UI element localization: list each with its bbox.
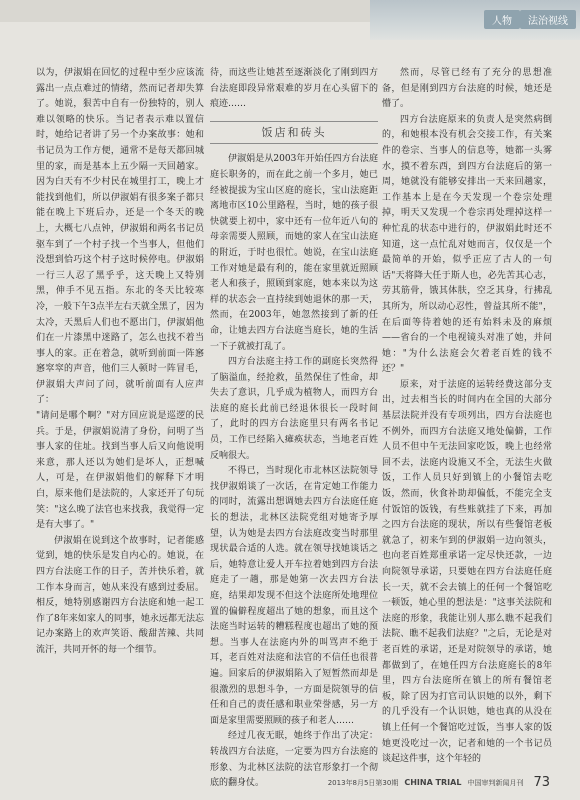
paragraph: 然而，尽管已经有了充分的思想准备，但是刚到四方台法庭的时候，她还是懵了。: [382, 68, 552, 110]
issue-date: 2013年8月5日第30期: [327, 778, 399, 787]
section-heading: 饭店和砖头: [210, 121, 378, 145]
paragraph: 以为，伊淑娟在回忆的过程中至少应该流露出一点点难过的情绪，然而记者却失算了。她说，狠苦中自有一份独特的，别人难以领略的快乐。当记者表示难以置信时，她给记者讲了另一个办案故事：她和书记员为工作方便，通常不是每天都回城里的家，而是基本上五少隔一天回趟家。因为白天有不少村民在城里打工，晚上才能找到他们，所以伊淑娟有很多案子都只能在晚上下班后办，还是一个冬天的晚上，大概七八点钟，伊淑娟和两名书记员驱车到了一个村子找一个当事人，但他们没想到恰巧这个村子这时候停电。伊淑娟一行三人忍了黑乎乎，这天晚上又特别黑，伸手不见五指。东北的冬天比较寒冷，一般下午3点半左右天就全黑了，因为太冷，天黑后人们也不愿出门，伊淑娟他们在一片漆黑中迷路了，怎么也找不着当事人的家。正在着急，就听到前面一阵窸窸窣窣的声音，他们三人顿时一阵冒毛，伊淑娟大声问了问，就听前面有人应声了：: [36, 68, 204, 406]
paragraph: 伊淑娟在说到这个故事时，记者能感觉到，她的快乐是发自内心的。她说，在四方台法庭工作的日子，苦并快乐着，就工作本身而言，她从来没有感到过委屈。相反，她特别感谢四方台法庭和她一起工作了8年来如家人的同事，她永远都无法忘记办案路上的欢声笑语、酸甜苦辣、共同流汗，共同开怀的每一个细节。: [36, 535, 204, 655]
paragraph: "请问是哪个啊？"对方回应说是巡逻的民兵。于是，伊淑娟说清了身份，问明了当事人家的住址。找到当事人后又向他说明来意，那人还以为她们是坏人，正想喊人，可是，在伊淑娟他们的解释下才明白，原来他们是法院的，人家还开了句玩笑："这么晚了法官也来找我，我觉得一定是有大事了。": [36, 411, 204, 531]
paragraph: 四方台法庭主持工作的副庭长突然得了脑溢血，经抢救，虽然保住了性命，却失去了意识，几乎成为植物人，而四方台法庭的庭长此前已经退休很长一段时间了，此时的四方台法庭里只有两名书记员，工作已经陷入瘫痪状态，当地老百姓反响很大。: [210, 357, 378, 461]
page-number: 73: [533, 775, 550, 790]
paragraph: 待，而这些让她甚至逐渐淡化了刚到四方台法庭即段异常艰难的岁月在心头留下的痕迹……: [210, 68, 378, 110]
text-column-3: [382, 66, 552, 768]
paragraph: 原来，对于法庭的运转经费这部分支出，过去相当长的时间内在全国的大部分基层法院并没有专项列出，四方台法庭也不例外，而四方台法庭又地处偏僻，工作人员不但中午无法回家吃饭，晚上也经常回不去，法庭内设施又不全，无法生火做饭，工作人员只好到镇上的小餐馆去吃饭，然而，伙食补助却偏低，不能完全支付饭馆的饭钱，有些账就挂了下来，再加之四方台法庭的现状，所以有些餐馆老板就急了，初来乍到的伊淑娟一边向领头，也向老百姓郑重承诺一定尽快还款，一边向院领导承诺，只要她在四方台法庭任庭长一天，就不会去镇上的任何一个餐馆吃一顿饭，她心里的想法是："这事关法院和法庭的形象，我能让别人那么瞧不起我们法院、瞧不起我们法庭？"之后，无论是对老百姓的承诺，还是对院领导的承诺，她都做到了，在她任四方台法庭庭长的8年里，四方台法庭所在镇上的所有餐馆老板，除了因为打官司认识她的以外，剩下的几乎没有一个认识她，她也真的从没在镇上任何一个餐馆吃过饭，当事人家的饭她更没吃过一次，记者和她的一个书记员谈起这件事，这个年轻的: [382, 379, 552, 765]
header-tag-left: 人物: [484, 10, 520, 29]
paragraph: 四方台法庭原来的负责人是突然病倒的，和她根本没有机会交接工作，有关案件的卷宗、当事人的信息等，她都一头雾水，摸不着东西，到四方台法庭后的第一周，她就没有能够安排出一天来回趟家，工作基本上是在今天发现一个卷宗处理掉，明天又发现一个卷宗再处理掉这样一种忙乱的状态中进行的，伊淑娟此时还不知道，这一点忙乱对她而言，仅仅是一个最简单的开始，似乎正应了古人的一句话"天将降大任于斯人也，必先苦其心志，劳其筋骨，饿其体肤，空乏其身，行拂乱其所为，所以动心忍性，曾益其所不能"，在后面等待着她的还有始料未及的麻烦——省台的一个电视镜头对准了她，并问她："为什么法庭会欠着老百姓的钱不还？": [382, 114, 552, 375]
header-banner: [370, 0, 580, 40]
magazine-brand: CHINA TRIAL: [404, 778, 462, 787]
page-footer: [328, 775, 550, 790]
paragraph: 经过几夜无眠，她终于作出了决定：转战四方台法庭，一定要为四方台法庭的形象、为北林区法院的法官形象打一个彻底的翻身仗。: [210, 731, 378, 789]
header-tag-right: 法治视线: [520, 10, 576, 29]
paragraph: 伊淑娟是从2003年开始任四方台法庭庭长职务的，而在此之前一个多月，她已经被提拔为宝山区庭的庭长，宝山法庭距离地市区10公里路程，当时，她的孩子很快就要上初中，家中还有一位年近八旬的母亲需要人照顾，而她的家人在宝山法庭的附近，于时也很忙。她说，在宝山法庭工作对她是最有利的，能在家里就近照顾老人和孩子，照顾到家庭，她本来以为这样的状态会一直持续到她退休的那一天，然而，在2003年，她忽然接到了新的任命，让她去四方台法庭当庭长，她的生活一下子就被打乱了。: [210, 154, 378, 352]
journal-name: 中国审判新闻月刊: [467, 778, 524, 787]
text-column-1: [36, 66, 204, 659]
paragraph: 不得已，当时现化市北林区法院领导找伊淑娟谈了一次话，在肯定她工作能力的同时，流露出想调她去四方台法庭任庭长的想法，北林区法院党组对她寄予厚望，认为她是去四方台法庭改变当时那里现状最合适的人选。就在领导找她谈话之后，她特意让爱人开车拉着她到四方台法庭走了一趟，那是她第一次去四方台法庭，结果却发现不但这个法庭所处地理位置的偏僻程度超出了她的想象，而且这个法庭当时运转的糟糕程度也超出了她的预想。当事人在法庭内外的叫骂声不绝于耳，老百姓对法庭和法官的不信任也很普遍。回家后的伊淑娟陷入了短暂然而却是很激烈的思想斗争，一方面是院领导的信任和自己的责任感和职业荣誉感，另一方面是家里需要照顾的孩子和老人……: [210, 466, 378, 726]
text-column-2: [210, 66, 378, 792]
